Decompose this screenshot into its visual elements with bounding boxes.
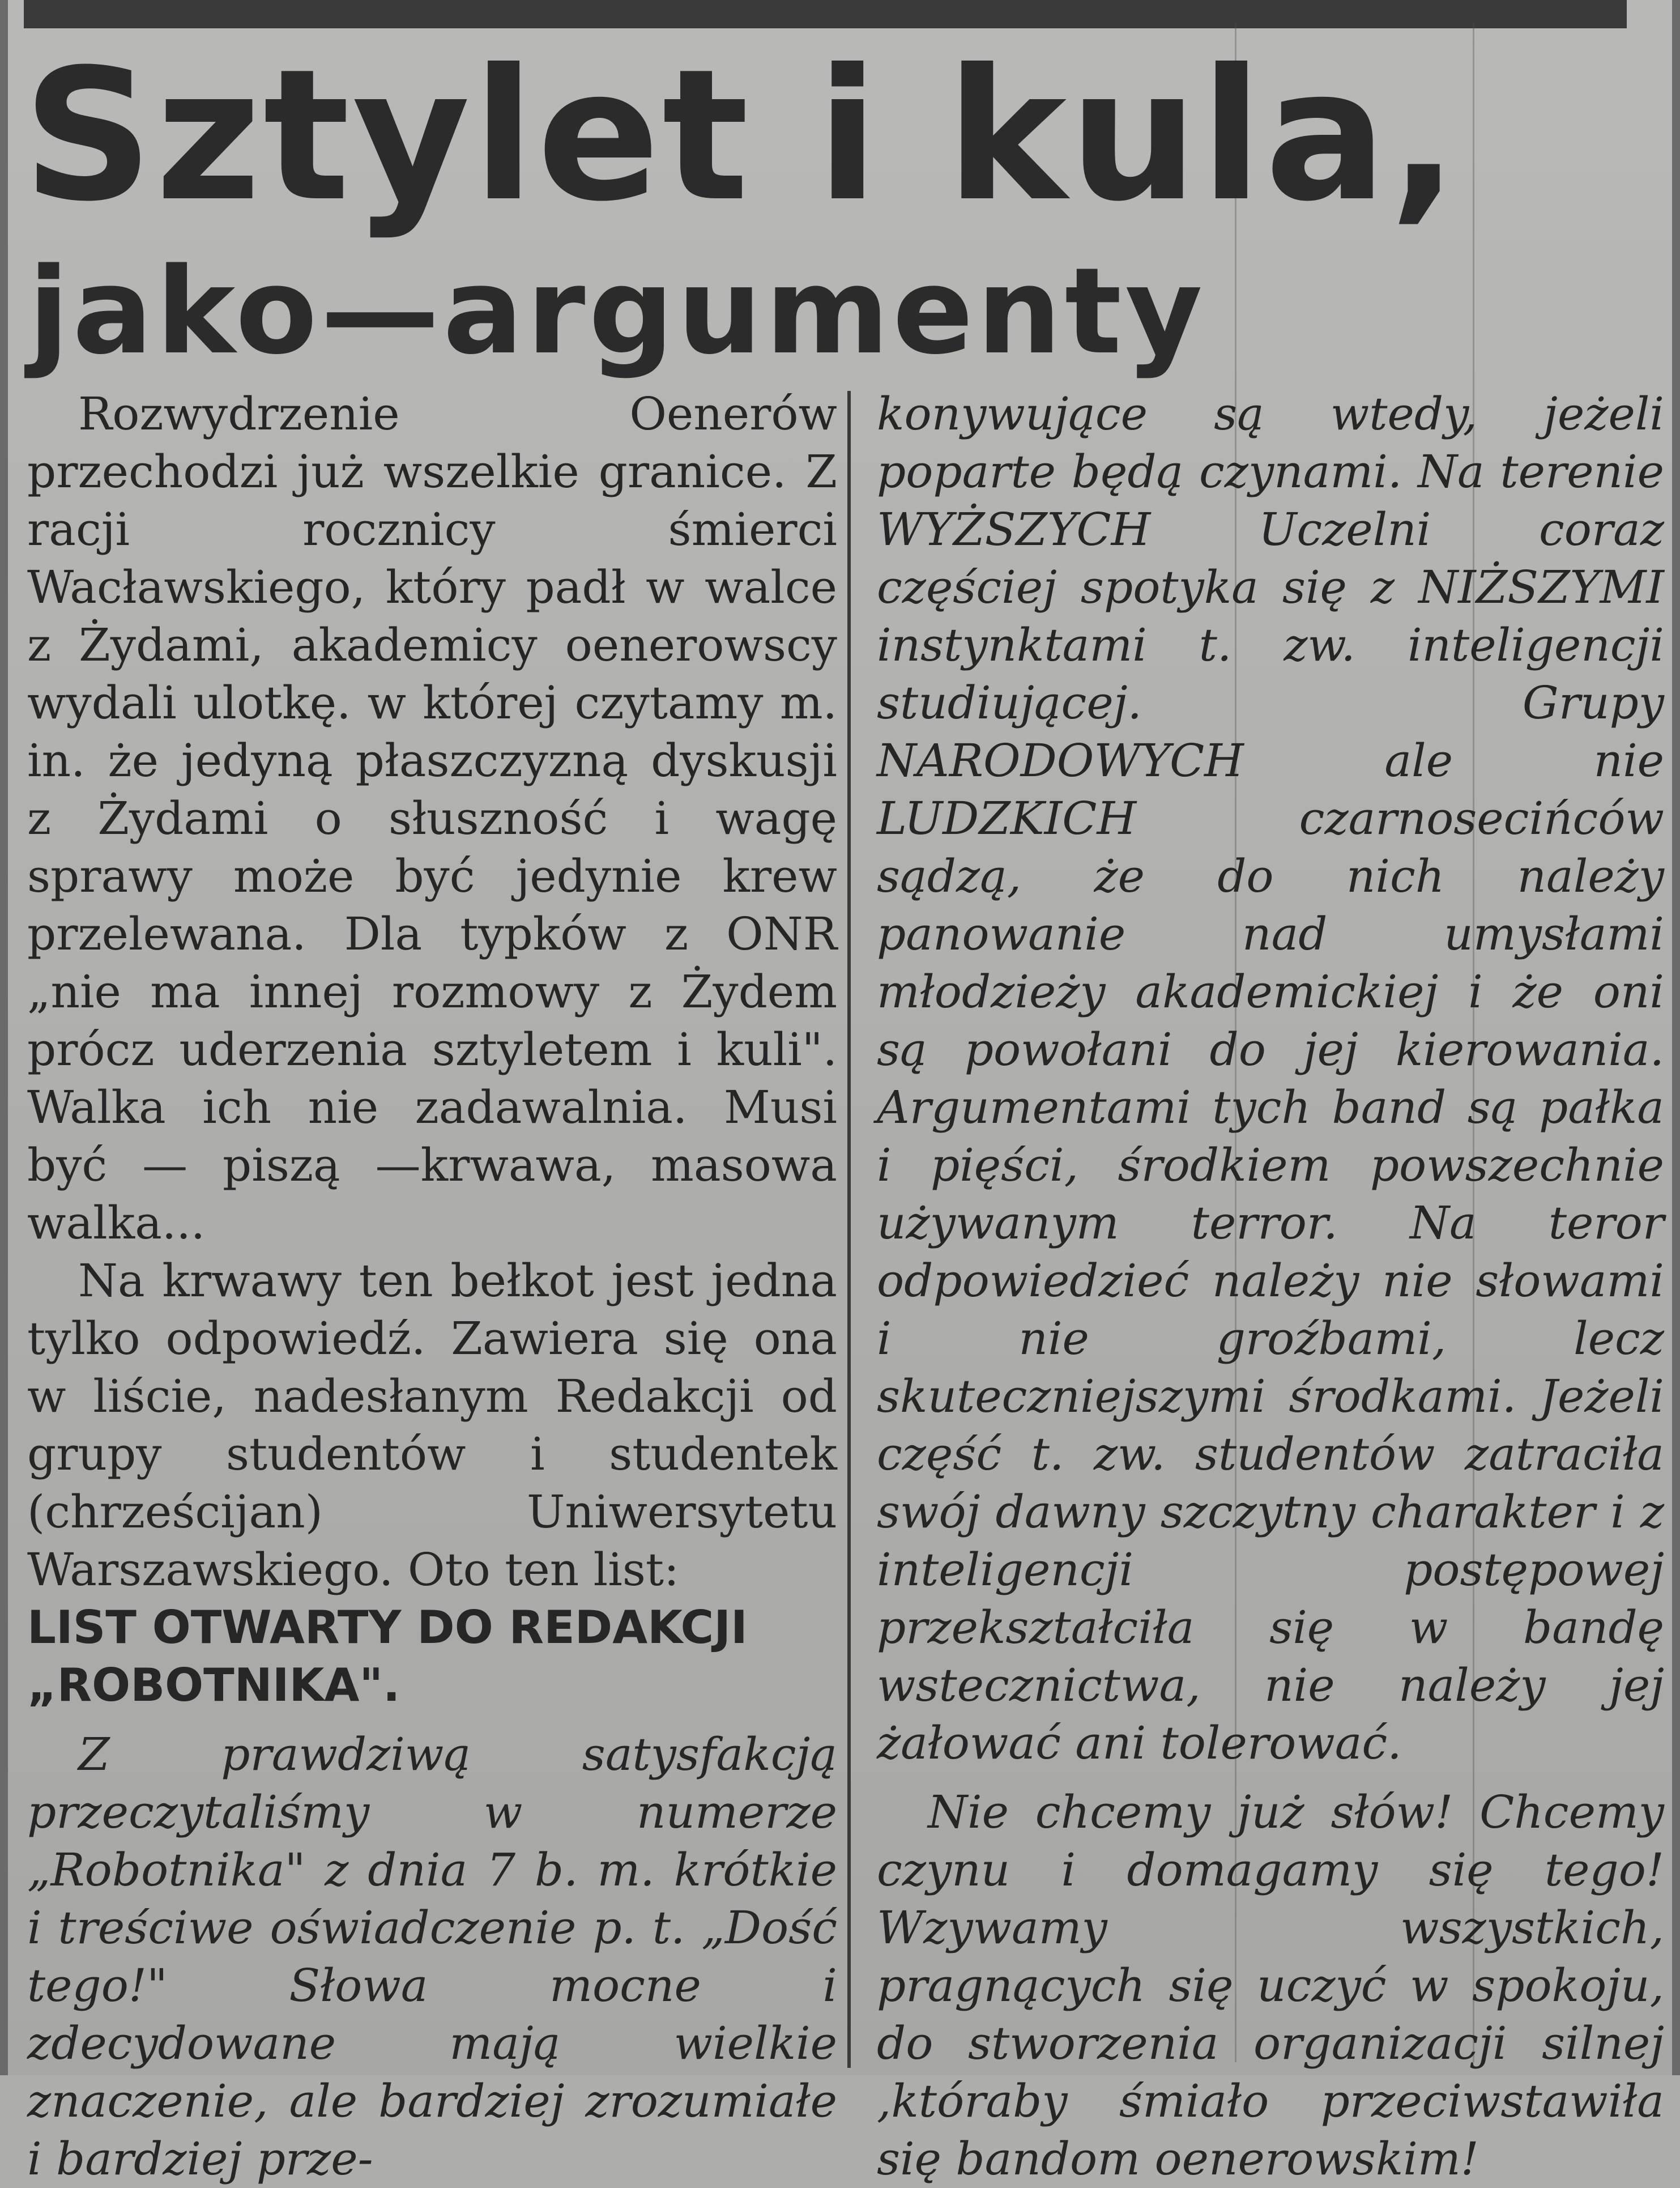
left-column — [27, 385, 837, 2188]
left-edge-rule — [0, 0, 8, 2075]
letter-heading-newspaper-name: „ROBOTNIKA". — [27, 1659, 400, 1712]
letter-paragraph: konywujące są wtedy, jeżeli poparte będą czynami. Na terenie WYŻSZYCH Uczelni coraz częściej spotyka się z NIŻSZYMI instynktami t. zw. inteligencji studiującej. Grupy NARODOWYCH ale nie LUDZKICH czarnosecińców sądzą, że do nich należy panowanie nad umysłami młodzieży akademickiej i że oni są powołani do jej kierowania. Argumentami tych band są pałka i pięści, środkiem powszechnie używanym terror. Na teror odpowiedzieć należy nie słowami i nie groźbami, lecz skuteczniejszymi środkami. Jeżeli część t. zw. studentów zatraciła swój dawny szczytny charakter i z inteligencji postępowej przekształciła się w bandę wstecznictwa, nie należy jej żałować ani tolerować. — [877, 388, 1664, 1769]
column-divider — [847, 391, 851, 2068]
letter-heading: LIST OTWARTY DO REDAKCJI — [27, 1601, 748, 1654]
article-paragraph: Rozwydrzenie Oenerów przechodzi już wszelkie granice. Z racji rocznicy śmierci Wacławskiego, który padł w walce z Żydami, akademicy oenerowscy wydali ulotkę. w której czytamy m. in. że jedyną płaszczyzną dyskusji z Żydami o słuszność i wagę sprawy może być jedynie krew przelewana. Dla typków z ONR „nie ma innej rozmowy z Żydem prócz uderzenia sztyletem i kuli". Walka ich nie zadawalnia. Musi być — piszą —krwawa, masowa walka... — [27, 388, 837, 1249]
headline-line-1: Sztylet i kula, — [23, 31, 1461, 241]
right-edge-rule — [1672, 0, 1680, 2075]
headline-line-2: jako—argumenty — [28, 242, 1206, 381]
top-rule — [24, 0, 1627, 28]
letter-paragraph: Z prawdziwą satysfakcją przeczytaliśmy w numerze „Robotnika" z dnia 7 b. m. krótkie i treściwe oświadczenie p. t. „Dość tego!" Słowa mocne i zdecydowane mają wielkie znaczenie, ale bardziej zrozumiałe i bardziej prze- — [27, 1728, 837, 2185]
right-column — [877, 385, 1664, 2188]
letter-paragraph: Nie chcemy już słów! Chcemy czynu i domagamy się tego! Wzywamy wszystkich, pragnących się uczyć w spokoju, do stworzenia organizacji silnej ,któraby śmiało przeciwstawiła się bandom oenerowskim! — [877, 1786, 1664, 2185]
article-paragraph: Na krwawy ten bełkot jest jedna tylko odpowiedź. Zawiera się ona w liście, nadesłanym Redakcji od grupy studentów i studentek (chrześcijan) Uniwersytetu Warszawskiego. Oto ten list: — [27, 1254, 837, 1596]
